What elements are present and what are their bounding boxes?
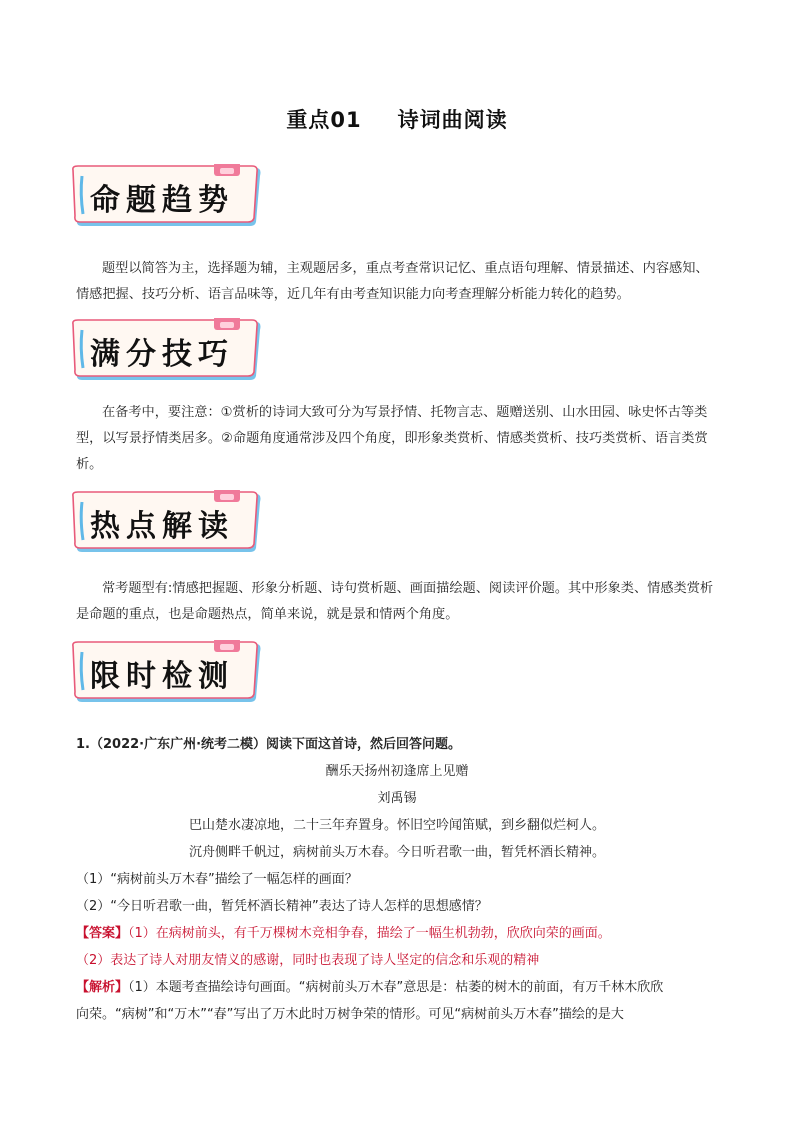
page-title: [0, 104, 794, 134]
sub-question-2: （2）“今日听君歌一曲，暂凭杯酒长精神”表达了诗人怎样的思想感情？: [76, 899, 488, 914]
poem-title: 酬乐天扬州初逢席上见赠: [325, 764, 469, 779]
answer-line-1: [76, 922, 611, 941]
section-heading-trend: 命题趋势: [90, 183, 234, 218]
section-badge-test: [70, 640, 266, 706]
section-text-hotspot: 常考题型有:情感把握题、形象分析题、诗句赏析题、画面描绘题、阅读评价题。其中形象类、情感类赏析是命题的重点，也是命题热点，简单来说，就是景和情两个角度。: [76, 581, 714, 622]
section-badge-trend: [70, 164, 266, 230]
analysis-line-2: 向荣。“病树”和“万木”“春”写出了万木此时万树争荣的情形。可见“病树前头万木春”描绘的是大: [76, 1007, 624, 1022]
poem-line-2: 沉舟侧畔千帆过，病树前头万木春。今日听君歌一曲，暂凭杯酒长精神。: [188, 845, 605, 860]
section-heading-skills: 满分技巧: [90, 337, 234, 372]
section-text-trend: 题型以简答为主，选择题为辅，主观题居多，重点考查常识记忆、重点语句理解、情景描述、内容感知、情感把握、技巧分析、语言品味等，近几年有由考查知识能力向考查理解分析能力转化的趋势。: [76, 261, 709, 302]
page-title-number: 重点01: [286, 108, 362, 132]
sub-question-1: （1）“病树前头万木春”描绘了一幅怎样的画面？: [76, 872, 358, 887]
answer-line-2: （2）表达了诗人对朋友情义的感谢，同时也表现了诗人坚定的信念和乐观的精神: [76, 953, 540, 968]
section-heading-test: 限时检测: [90, 659, 234, 694]
analysis-tag: 【解析】: [76, 980, 129, 995]
answer-text-1: （1）在病树前头，有千万棵树木竞相争春，描绘了一幅生机勃勃，欣欣向荣的画面。: [128, 926, 611, 941]
section-badge-hotspot: [70, 490, 266, 556]
poem-author: 刘禹锡: [377, 791, 417, 806]
section-badge-skills: [70, 318, 266, 384]
question-header: 1.（2022·广东广州·统考二模）阅读下面这首诗，然后回答问题。: [76, 737, 462, 752]
analysis-line-1: [76, 976, 663, 995]
page-title-text: 诗词曲阅读: [397, 108, 508, 132]
poem-line-1: 巴山楚水凄凉地，二十三年弃置身。怀旧空吟闻笛赋，到乡翻似烂柯人。: [188, 818, 605, 833]
answer-tag: 【答案】: [76, 926, 129, 941]
analysis-text-1: （1）本题考查描绘诗句画面。“病树前头万木春”意思是：枯萎的树木的前面，有万千林木欣欣: [128, 980, 664, 995]
section-text-skills: 在备考中，要注意：①赏析的诗词大致可分为写景抒情、托物言志、题赠送别、山水田园、咏史怀古等类型，以写景抒情类居多。②命题角度通常涉及四个角度，即形象类赏析、情感类赏析、技巧类赏析、语言类赏析。: [76, 405, 708, 472]
section-heading-hotspot: 热点解读: [90, 509, 234, 544]
